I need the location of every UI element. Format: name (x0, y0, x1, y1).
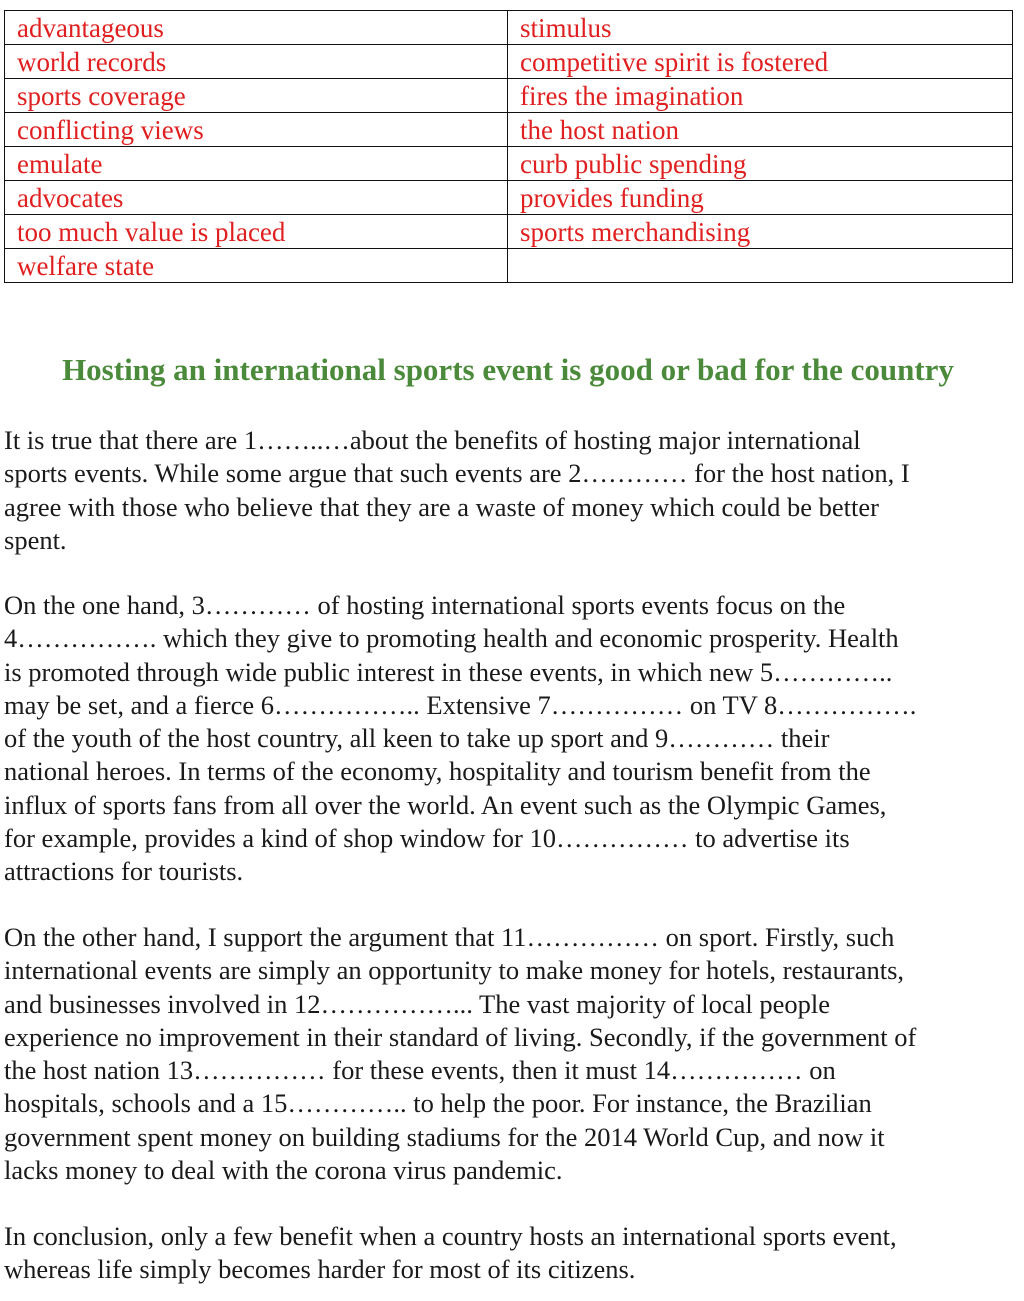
essay-line: On the one hand, 3………… of hosting international sports events focus on the (4, 590, 846, 620)
word-bank-cell-left: conflicting views (5, 113, 508, 147)
word-bank-cell-left: emulate (5, 147, 508, 181)
word-bank-row (5, 45, 1013, 79)
essay-line: may be set, and a fierce 6…………….. Extensive 7…………… on TV 8……………. (4, 689, 917, 720)
word-bank-cell-left: world records (5, 45, 508, 79)
essay-line: whereas life simply becomes harder for most of its citizens. (4, 1254, 636, 1285)
word-bank-table (4, 10, 1013, 283)
essay-paragraph-4 (4, 1220, 1014, 1287)
essay-line: national heroes. In terms of the economy, hospitality and tourism benefit from the (4, 756, 871, 787)
word-bank-cell-left: too much value is placed (5, 215, 508, 249)
essay-line: the host nation 13…………… for these events, then it must 14…………… on (4, 1055, 836, 1086)
essay-line: In conclusion, only a few benefit when a country hosts an international sports event, (4, 1221, 897, 1251)
word-bank-cell-right (508, 249, 1013, 283)
word-bank-row (5, 147, 1013, 181)
essay-line: On the other hand, I support the argument that 11…………… on sport. Firstly, such (4, 922, 895, 952)
essay-line: sports events. While some argue that such events are 2………… for the host nation, I (4, 458, 910, 489)
essay-line: agree with those who believe that they are a waste of money which could be better (4, 491, 879, 522)
word-bank-cell-left: advocates (5, 181, 508, 215)
word-bank-cell-right: fires the imagination (508, 79, 1013, 113)
word-bank-row (5, 79, 1013, 113)
word-bank-cell-right: provides funding (508, 181, 1013, 215)
word-bank-cell-right: curb public spending (508, 147, 1013, 181)
essay-line: spent. (4, 524, 67, 555)
word-bank-row (5, 215, 1013, 249)
essay-line: and businesses involved in 12……………... The vast majority of local people (4, 988, 831, 1019)
essay-line: experience no improvement in their standard of living. Secondly, if the government of (4, 1021, 917, 1052)
word-bank-row (5, 181, 1013, 215)
word-bank-row (5, 11, 1013, 45)
essay-line: international events are simply an opportunity to make money for hotels, restaurants, (4, 955, 905, 986)
essay-paragraph-2 (4, 589, 1014, 889)
essay-line: of the youth of the host country, all keen to take up sport and 9………… their (4, 723, 830, 754)
word-bank-cell-left: welfare state (5, 249, 508, 283)
word-bank-row (5, 249, 1013, 283)
word-bank-cell-right: stimulus (508, 11, 1013, 45)
word-bank-cell-left: sports coverage (5, 79, 508, 113)
essay-line: government spent money on building stadiums for the 2014 World Cup, and now it (4, 1121, 885, 1152)
word-bank-row (5, 113, 1013, 147)
essay-line: is promoted through wide public interest in these events, in which new 5………….. (4, 656, 893, 687)
essay-line: attractions for tourists. (4, 856, 244, 887)
word-bank-body (5, 11, 1013, 283)
essay-line: 4……………. which they give to promoting health and economic prosperity. Health (4, 623, 899, 654)
essay-line: lacks money to deal with the corona virus pandemic. (4, 1155, 563, 1186)
word-bank-cell-right: sports merchandising (508, 215, 1013, 249)
essay-line: for example, provides a kind of shop window for 10…………… to advertise its (4, 823, 850, 854)
essay-line: It is true that there are 1……..…about the benefits of hosting major international (4, 425, 861, 455)
essay-line: hospitals, schools and a 15………….. to help the poor. For instance, the Brazilian (4, 1088, 872, 1119)
essay-title: Hosting an international sports event is good or bad for the country (62, 352, 954, 387)
word-bank-cell-left: advantageous (5, 11, 508, 45)
essay-paragraph-1 (4, 424, 1014, 557)
essay-paragraph-3 (4, 921, 1014, 1187)
word-bank-cell-right: competitive spirit is fostered (508, 45, 1013, 79)
essay-line: influx of sports fans from all over the world. An event such as the Olympic Games, (4, 789, 887, 820)
word-bank-cell-right: the host nation (508, 113, 1013, 147)
